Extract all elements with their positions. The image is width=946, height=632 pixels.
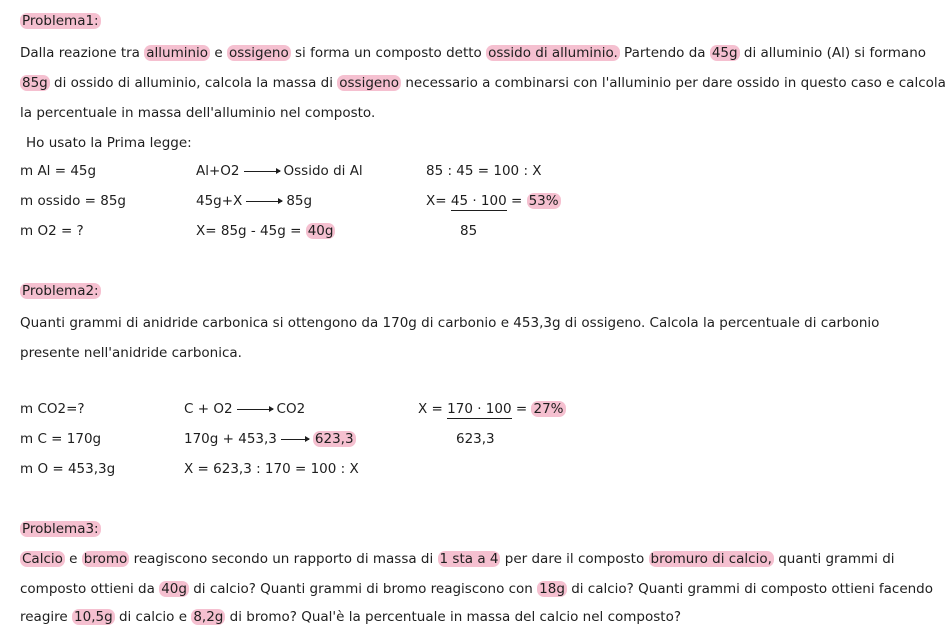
- given-mass-o: m O = 453,3g: [20, 461, 116, 477]
- text-segment: CO2: [276, 401, 306, 417]
- reaction-equation-2: [184, 400, 305, 418]
- problem-1-text-line-1: [20, 44, 926, 62]
- text-segment: e: [210, 45, 227, 61]
- highlighted-text: bromo: [83, 551, 128, 567]
- text-segment: di bromo? Qual'è la percentuale in massa del calcio nel composto?: [225, 609, 681, 625]
- highlighted-text: ossigeno: [339, 75, 400, 91]
- reaction-arrow-icon: [246, 201, 282, 202]
- formula-denominator-2: 623,3: [456, 431, 495, 447]
- highlighted-text: 10,5g: [74, 609, 113, 625]
- problem-2-title: [20, 282, 101, 300]
- text-segment: 170g + 453,3: [184, 431, 277, 447]
- reaction-equation: [196, 162, 363, 180]
- formula-denominator: 85: [460, 223, 478, 239]
- percentage-formula: [426, 192, 561, 210]
- text-segment: X =: [418, 401, 448, 417]
- highlighted-text: Problema3:: [22, 521, 99, 537]
- problem-2-text-line-2: presente nell'anidride carbonica.: [20, 345, 242, 361]
- highlighted-text: ossigeno: [228, 45, 289, 61]
- text-segment: =: [511, 401, 532, 417]
- text-segment: composto ottieni da: [20, 581, 160, 597]
- proportion: 85 : 45 = 100 : X: [426, 163, 542, 179]
- highlighted-text: 53%: [528, 193, 559, 209]
- reaction-arrow-icon: [281, 439, 309, 440]
- given-mass-oxide: m ossido = 85g: [20, 193, 126, 209]
- highlighted-text: 18g: [539, 581, 565, 597]
- text-segment: e: [64, 551, 82, 567]
- text-segment: =: [506, 193, 527, 209]
- mass-equation-2: [184, 430, 356, 448]
- problem-2-text-line-1: Quanti grammi di anidride carbonica si ottengono da 170g di carbonio e 453,3g di ossigeno. Calcola la percentuale di carbonio: [20, 315, 880, 331]
- text-segment: reagiscono secondo un rapporto di massa di: [129, 551, 438, 567]
- oxygen-calculation: [196, 222, 335, 240]
- problem-1-text-line-3: la percentuale in massa dell'alluminio nel composto.: [20, 105, 376, 121]
- problem-3-text-line-3: [20, 608, 681, 626]
- text-segment: si forma un composto detto: [290, 45, 487, 61]
- highlighted-text: 27%: [533, 401, 564, 417]
- problem-3-text-line-1: [20, 550, 895, 568]
- text-segment: quanti grammi di: [773, 551, 895, 567]
- text-segment: X=: [426, 193, 451, 209]
- text-segment: Ossido di Al: [283, 163, 363, 179]
- highlighted-text: 40g: [161, 581, 187, 597]
- text-segment: per dare il composto: [500, 551, 649, 567]
- text-segment: di calcio? Quanti grammi di composto ottieni facendo: [566, 581, 934, 597]
- given-mass-al: m Al = 45g: [20, 163, 97, 179]
- problem-3-title: [20, 520, 101, 538]
- text-segment: 85g: [286, 193, 313, 209]
- text-segment: Al+O2: [196, 163, 240, 179]
- highlighted-text: Problema2:: [22, 283, 99, 299]
- highlighted-text: 1 sta a 4: [439, 551, 499, 567]
- unknown-mass-o2: m O2 = ?: [20, 223, 84, 239]
- highlighted-text: 623,3: [314, 431, 354, 447]
- problem-1-text-line-2: [20, 74, 946, 92]
- problem-3-text-line-2: [20, 580, 933, 598]
- text-segment: 170 · 100: [447, 401, 512, 417]
- text-segment: di calcio? Quanti grammi di bromo reagiscono con: [188, 581, 538, 597]
- text-segment: di calcio e: [114, 609, 192, 625]
- highlighted-text: 45g: [711, 45, 738, 61]
- highlighted-text: 85g: [22, 75, 48, 91]
- percentage-formula-2: [418, 400, 566, 418]
- reaction-arrow-icon: [244, 171, 280, 172]
- proportion-2: X = 623,3 : 170 = 100 : X: [184, 461, 359, 477]
- problem-1-title: [20, 12, 101, 30]
- highlighted-text: alluminio: [146, 45, 209, 61]
- law-note: Ho usato la Prima legge:: [26, 135, 192, 151]
- text-segment: 45g+X: [196, 193, 243, 209]
- text-segment: di ossido di alluminio, calcola la massa di: [49, 75, 338, 91]
- highlighted-text: 8,2g: [193, 609, 224, 625]
- mass-equation: [196, 192, 312, 210]
- text-segment: X= 85g - 45g =: [196, 223, 306, 239]
- highlighted-text: Calcio: [22, 551, 63, 567]
- text-segment: Dalla reazione tra: [20, 45, 145, 61]
- reaction-arrow-icon: [237, 409, 273, 410]
- given-mass-c: m C = 170g: [20, 431, 102, 447]
- text-segment: C + O2: [184, 401, 233, 417]
- text-segment: necessario a combinarsi con l'alluminio per dare ossido in questo caso e calcola: [401, 75, 946, 91]
- text-segment: reagire: [20, 609, 73, 625]
- text-segment: Partendo da: [619, 45, 710, 61]
- text-segment: 45 · 100: [450, 193, 507, 209]
- highlighted-text: Problema1:: [22, 13, 99, 29]
- highlighted-text: bromuro di calcio,: [650, 551, 772, 567]
- text-segment: di alluminio (Al) si formano: [739, 45, 927, 61]
- highlighted-text: 40g: [307, 223, 334, 239]
- unknown-mass-co2: m CO2=?: [20, 401, 85, 417]
- highlighted-text: ossido di alluminio.: [488, 45, 618, 61]
